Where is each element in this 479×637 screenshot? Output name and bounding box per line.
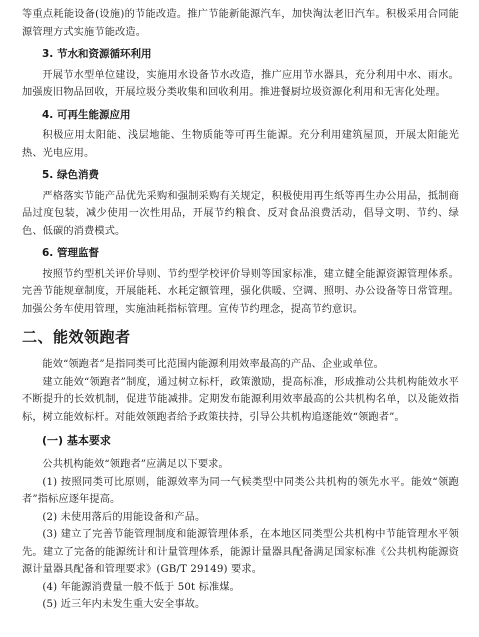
- paragraph-leader-system: 建立能效“领跑者”制度，通过树立标杆，政策激励，提高标准，形成推动公共机构能效水平不断提升的长效机制，促进节能减排。定期发布能源利用效率最高的公共机构名单，以及能效指标，树立能效标杆。对能效领跑者给予政策扶持，引导公共机构追逐能效“领跑者”。: [22, 376, 459, 423]
- paragraph-leader-definition: 能效“领跑者”是指同类可比范围内能源利用效率最高的产品、企业或单位。: [42, 359, 384, 370]
- section-heading-efficiency-leader: 二、能效领跑者: [22, 328, 131, 346]
- heading-renewable-energy: 4. 可再生能源应用: [42, 108, 131, 121]
- paragraph-management-supervision: 按照节约型机关评价导则、节约型学校评价导则等国家标准，建立健全能源资源管理体系。完善节能规章制度，开展能耗、水耗定额管理，强化供暖、空调、照明、办公设备等日常管理。加强公务车使用管理，实施油耗指标管理。宣传节约理念，提高节约意识。: [22, 268, 459, 315]
- requirement-item-3: (3) 建立了完善节能管理制度和能源管理体系，在本地区同类型公共机构中节能管理水平领先。建立了完备的能源统计和计量管理体系，能源计量器具配备满足国家标准《公共机构能源资源计量器具配备和管理要求》(GB/T 29149) 要求。: [22, 529, 459, 575]
- paragraph-renewable-energy: 积极应用太阳能、浅层地能、生物质能等可再生能源。充分利用建筑屋顶，开展太阳能光热、光电应用。: [22, 130, 459, 159]
- paragraph-continued: 等重点耗能设备(设施)的节能改造。推广节能新能源汽车，加快淘汰老旧汽车。积极采用合同能源管理方式实施节能改造。: [22, 9, 459, 38]
- heading-management-supervision: 6. 管理监督: [42, 247, 99, 259]
- requirement-item-5: (5) 近三年内未发生重大安全事故。: [42, 599, 206, 610]
- paragraph-requirements-intro: 公共机构能效“领跑者”应满足以下要求。: [42, 459, 229, 470]
- heading-green-consumption: 5. 绿色消费: [42, 169, 99, 181]
- subheading-basic-requirements: (一) 基本要求: [42, 434, 111, 447]
- requirement-item-4: (4) 年能源消费量一般不低于 50t 标准煤。: [42, 581, 241, 593]
- requirement-item-1: (1) 按照同类可比原则，能源效率为同一气候类型中同类公共机构的领先水平。能效“领跑者”指标应逐年提高。: [22, 476, 459, 505]
- requirement-item-2: (2) 未使用落后的用能设备和产品。: [42, 511, 206, 523]
- paragraph-green-consumption: 严格落实节能产品优先采购和强制采购有关规定，积极使用再生纸等再生办公用品，抵制商品过度包装，减少使用一次性用品，开展节约粮食、反对食品浪费活动，倡导文明、节约、绿色、低碳的消费模式。: [22, 190, 459, 237]
- heading-water-saving: 3. 节水和资源循环利用: [42, 48, 152, 60]
- paragraph-water-saving: 开展节水型单位建设，实施用水设备节水改造，推广应用节水器具，充分利用中水、雨水。加强废旧物品回收，开展垃圾分类收集和回收利用。推进餐厨垃圾资源化利用和无害化处理。: [22, 69, 459, 98]
